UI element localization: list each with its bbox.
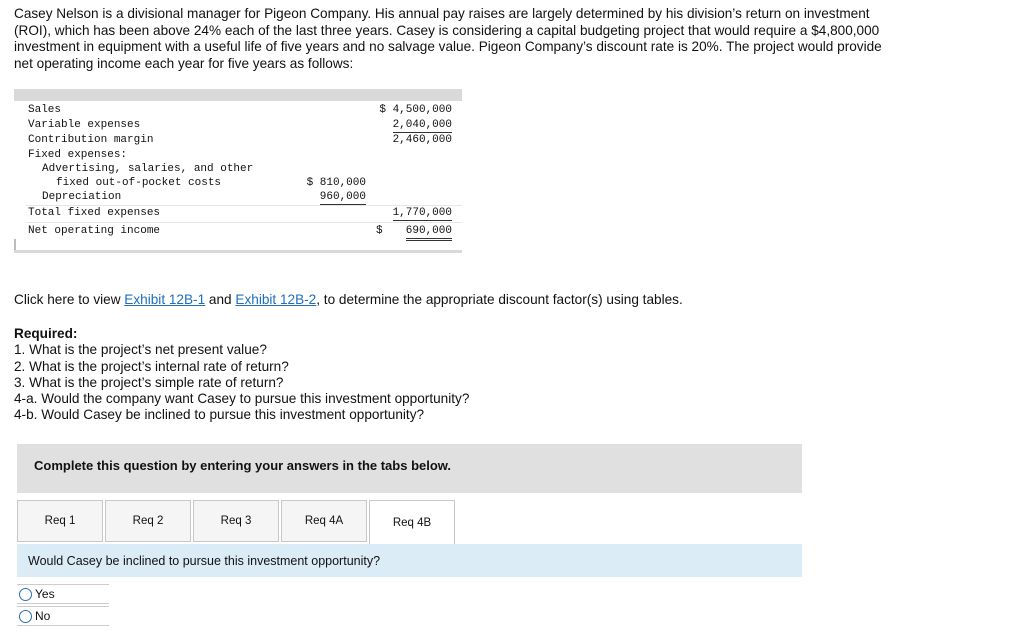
tab-req-4a[interactable]: Req 4A [281, 500, 367, 542]
table-row: Advertising, salaries, and other [42, 163, 254, 175]
row-divider [26, 222, 462, 223]
instruction-box [17, 444, 802, 493]
question-text: Would Casey be inclined to pursue this investment opportunity? [28, 554, 381, 568]
option-yes[interactable] [17, 584, 109, 604]
table-row: fixed out-of-pocket costs $ 810,000 [56, 177, 366, 189]
net-operating-income-value: 690,000 [406, 224, 452, 241]
table-row: Contribution margin 2,460,000 [28, 134, 452, 146]
depreciation-value: 960,000 [319, 191, 366, 203]
option-label: No [35, 609, 51, 623]
required-heading: Required: [14, 326, 78, 341]
total-fixed-expenses-value: 1,770,000 [392, 207, 452, 219]
required-item: 4-a. Would the company want Casey to pursue this investment opportunity? [14, 391, 470, 407]
tab-req-3[interactable]: Req 3 [193, 500, 279, 542]
radio-icon[interactable] [19, 588, 32, 601]
exhibit-instruction: Click here to view Exhibit 12B-1 and Exhibit 12B-2, to determine the appropriate discount factor(s) using tables. [14, 292, 683, 307]
tab-bar [17, 500, 457, 544]
tab-req-1[interactable]: Req 1 [17, 500, 103, 542]
question-bar [17, 544, 802, 577]
contribution-margin-value: 2,460,000 [392, 134, 452, 146]
table-row: Variable expenses 2,040,000 [28, 119, 452, 131]
table-row: Sales $ 4,500,000 [28, 104, 452, 116]
problem-statement: Casey Nelson is a divisional manager for Pigeon Company. His annual pay raises are largely determined by his division’s return on investment (ROI), which has been above 24% each of the last three years. Casey is considering a capital budgeting project that would require a $4,800,000 investment in equipment with a useful life of five years and no salvage value. Pigeon Company’s discount rate is 20%. The project would provide net operating income each year for five years as follows: [14, 6, 882, 71]
table-row: Fixed expenses: [28, 149, 128, 161]
table-header-band [14, 89, 462, 101]
variable-expenses-value: 2,040,000 [392, 119, 452, 131]
income-statement-table [14, 89, 462, 253]
option-no[interactable] [17, 606, 109, 626]
exhibit-12b-2-link[interactable]: Exhibit 12B-2 [235, 292, 317, 307]
instruction-text: Complete this question by entering your answers in the tabs below. [34, 458, 452, 473]
radio-icon[interactable] [19, 610, 32, 623]
table-row: Total fixed expenses 1,770,000 [28, 207, 452, 219]
required-item: 4-b. Would Casey be inclined to pursue this investment opportunity? [14, 407, 425, 423]
required-item: 3. What is the project’s simple rate of return? [14, 374, 284, 390]
table-row: Net operating income $ 690,000 [14, 224, 462, 238]
tab-req-4b[interactable]: Req 4B [369, 500, 455, 544]
tab-req-2[interactable]: Req 2 [105, 500, 191, 542]
option-label: Yes [35, 587, 55, 601]
sales-value: $ 4,500,000 [379, 104, 452, 116]
required-section [14, 326, 469, 424]
required-item: 2. What is the project’s internal rate of return? [14, 358, 289, 374]
exhibit-12b-1-link[interactable]: Exhibit 12B-1 [124, 292, 206, 307]
table-border [14, 250, 462, 253]
required-item: 1. What is the project’s net present value? [14, 342, 267, 358]
table-row: Depreciation 960,000 [42, 191, 366, 203]
advertising-value: $ 810,000 [306, 177, 366, 189]
